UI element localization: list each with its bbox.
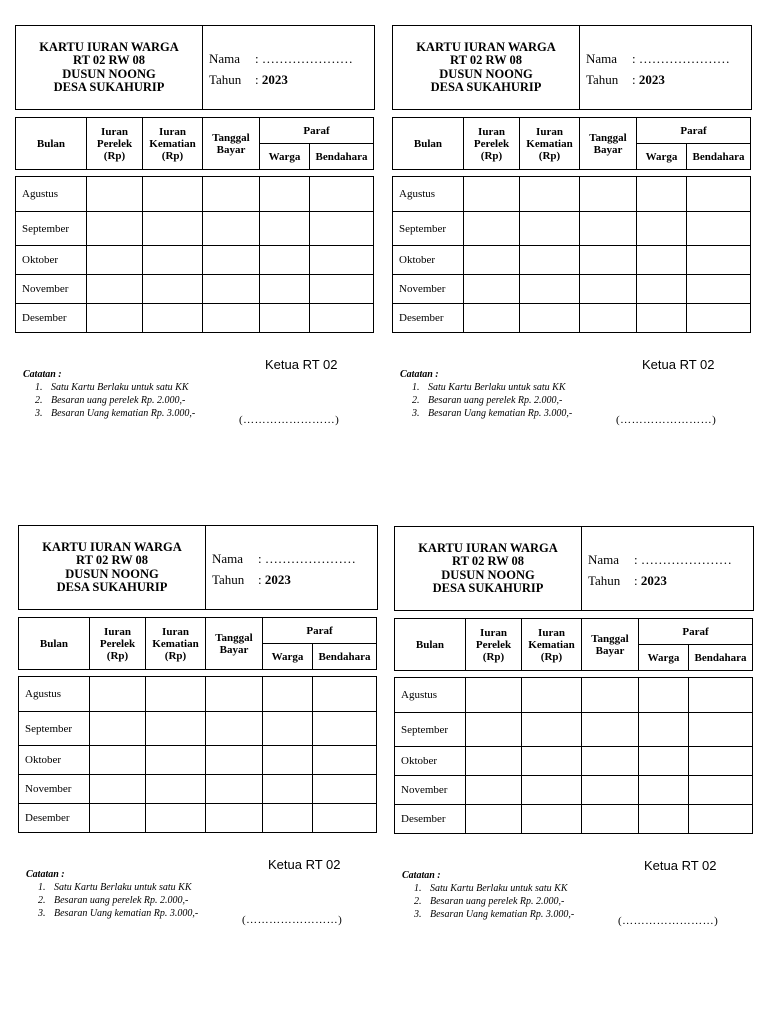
month-table [15,176,374,333]
tahun-row [586,69,730,90]
card-info [588,549,732,591]
header-iuran-kematian: Iuran Kematian (Rp) [143,118,203,170]
warga-cell [639,776,689,805]
bendahara-cell [310,212,374,246]
month-cell: Desember [19,804,90,833]
month-cell: November [16,275,87,304]
month-cell: September [16,212,87,246]
month-table [18,676,377,833]
notes-title: Catatan : [26,869,65,880]
tanggal-cell [580,246,637,275]
kematian-cell [143,246,203,275]
card-info [586,48,730,90]
kematian-cell [146,775,206,804]
card-info [212,548,356,590]
note-item: 2. Besaran uang perelek Rp. 2.000,- [45,394,195,407]
header-warga: Warga [639,645,689,671]
tanggal-cell [580,212,637,246]
card-title [16,26,203,109]
card-title [19,526,206,609]
table-row [16,246,374,275]
table-row [393,304,751,333]
note-item: 1. Satu Kartu Berlaku untuk satu KK [422,381,572,394]
month-cell: September [393,212,464,246]
tanggal-cell [203,304,260,333]
title-line: RT 02 RW 08 [450,53,522,67]
title-line: DUSUN NOONG [62,66,156,81]
perelek-cell [466,713,522,747]
kematian-cell [520,246,580,275]
tanggal-cell [203,177,260,212]
title-line: DUSUN NOONG [441,567,535,582]
kematian-cell [522,805,582,834]
month-cell: November [393,275,464,304]
nama-label: Nama [588,552,620,567]
tanggal-cell [582,678,639,713]
title-line: KARTU IURAN WARGA [416,39,556,54]
header-bendahara: Bendahara [310,144,374,170]
header-bendahara: Bendahara [687,144,751,170]
month-cell: Oktober [393,246,464,275]
perelek-cell [87,177,143,212]
kematian-cell [143,212,203,246]
bendahara-cell [687,304,751,333]
kematian-cell [522,776,582,805]
month-cell: Desember [395,805,466,834]
month-cell: Oktober [19,746,90,775]
bendahara-cell [310,275,374,304]
kematian-cell [520,177,580,212]
tahun-colon: : [255,72,259,87]
ketua-label: Ketua RT 02 [644,858,717,873]
warga-cell [639,678,689,713]
tanggal-cell [203,212,260,246]
iuran-card [15,25,375,445]
warga-cell [260,177,310,212]
bendahara-cell [689,805,753,834]
month-cell: November [19,775,90,804]
title-line: KARTU IURAN WARGA [39,39,179,54]
warga-cell [263,712,313,746]
perelek-cell [87,212,143,246]
signature-line: (……………………) [242,914,343,926]
nama-row [588,549,732,570]
kematian-cell [522,713,582,747]
table-row [395,678,753,713]
kematian-cell [146,804,206,833]
nama-value: : ………………… [255,51,353,66]
perelek-cell [466,747,522,776]
kematian-cell [520,275,580,304]
tahun-row [588,570,732,591]
warga-cell [639,805,689,834]
header-tanggal-bayar: Tanggal Bayar [582,619,639,671]
iuran-card [394,526,754,946]
perelek-cell [464,246,520,275]
table-row [16,212,374,246]
card-info [209,48,353,90]
nama-value: : ………………… [258,551,356,566]
tanggal-cell [203,275,260,304]
tahun-label: Tahun [588,573,621,588]
kematian-cell [146,746,206,775]
notes [23,368,195,420]
kematian-cell [146,712,206,746]
table-header [392,117,751,170]
note-item: 3. Besaran Uang kematian Rp. 3.000,- [48,907,198,920]
header-bulan: Bulan [395,619,466,671]
bendahara-cell [689,713,753,747]
nama-value: : ………………… [634,552,732,567]
table-header [18,617,377,670]
perelek-cell [87,304,143,333]
month-cell: Agustus [395,678,466,713]
table-header [15,117,374,170]
title-line: KARTU IURAN WARGA [418,540,558,555]
perelek-cell [464,177,520,212]
month-cell: September [19,712,90,746]
kematian-cell [522,678,582,713]
tahun-row [212,569,356,590]
header-paraf: Paraf [260,118,374,144]
card-header [15,25,375,110]
title-line: DESA SUKAHURIP [430,80,542,94]
table-row [16,177,374,212]
tanggal-cell [582,747,639,776]
title-line: DUSUN NOONG [439,66,533,81]
perelek-cell [464,275,520,304]
header-warga: Warga [260,144,310,170]
title-line: DESA SUKAHURIP [432,581,544,595]
kematian-cell [522,747,582,776]
table-row [393,246,751,275]
title-line: RT 02 RW 08 [452,554,524,568]
perelek-cell [464,304,520,333]
tahun-colon: : [634,573,638,588]
header-warga: Warga [263,644,313,670]
month-cell: Oktober [395,747,466,776]
header-iuran-perelek: Iuran Perelek (Rp) [466,619,522,671]
header-iuran-perelek: Iuran Perelek (Rp) [464,118,520,170]
table-row [19,775,377,804]
warga-cell [637,246,687,275]
table-row [395,776,753,805]
month-cell: Agustus [16,177,87,212]
month-cell: Desember [393,304,464,333]
header-iuran-perelek: Iuran Perelek (Rp) [90,618,146,670]
perelek-cell [466,678,522,713]
nama-row [209,48,353,69]
notes-list [402,882,574,921]
warga-cell [637,177,687,212]
month-cell: Oktober [16,246,87,275]
tanggal-cell [582,713,639,747]
tanggal-cell [580,275,637,304]
iuran-card [18,525,378,945]
note-item: 2. Besaran uang perelek Rp. 2.000,- [422,394,572,407]
tanggal-cell [582,776,639,805]
bendahara-cell [687,212,751,246]
tahun-value: 2023 [640,573,667,588]
header-warga: Warga [637,144,687,170]
bendahara-cell [689,747,753,776]
signature-line: (……………………) [239,414,340,426]
header-iuran-perelek: Iuran Perelek (Rp) [87,118,143,170]
notes-title: Catatan : [23,369,62,380]
month-cell: September [395,713,466,747]
table-row [19,804,377,833]
warga-cell [637,304,687,333]
table-row [393,212,751,246]
warga-cell [263,775,313,804]
month-table [394,677,753,834]
table-row [395,713,753,747]
warga-cell [639,713,689,747]
nama-value: : ………………… [632,51,730,66]
tahun-label: Tahun [209,72,242,87]
table-row [19,712,377,746]
table-row [393,177,751,212]
tahun-value: 2023 [264,572,291,587]
bendahara-cell [313,775,377,804]
nama-label: Nama [209,51,241,66]
month-cell: Agustus [393,177,464,212]
kematian-cell [146,677,206,712]
table-row [19,677,377,712]
kematian-cell [143,177,203,212]
tanggal-cell [582,805,639,834]
header-bendahara: Bendahara [313,644,377,670]
header-paraf: Paraf [263,618,377,644]
note-item: 3. Besaran Uang kematian Rp. 3.000,- [45,407,195,420]
header-bulan: Bulan [19,618,90,670]
bendahara-cell [687,275,751,304]
title-line: DESA SUKAHURIP [56,580,168,594]
nama-row [586,48,730,69]
warga-cell [260,275,310,304]
notes-title: Catatan : [400,369,439,380]
title-line: DESA SUKAHURIP [53,80,165,94]
tanggal-cell [206,775,263,804]
tanggal-cell [206,804,263,833]
warga-cell [263,746,313,775]
tanggal-cell [206,746,263,775]
month-cell: Agustus [19,677,90,712]
nama-label: Nama [586,51,618,66]
table-row [395,747,753,776]
nama-row [212,548,356,569]
note-item: 1. Satu Kartu Berlaku untuk satu KK [45,381,195,394]
tanggal-cell [203,246,260,275]
card-header [394,526,754,611]
bendahara-cell [310,177,374,212]
tanggal-cell [580,304,637,333]
signature-line: (……………………) [618,915,719,927]
tanggal-cell [206,712,263,746]
perelek-cell [90,746,146,775]
kematian-cell [143,304,203,333]
tanggal-cell [206,677,263,712]
table-row [16,304,374,333]
warga-cell [637,212,687,246]
bendahara-cell [687,246,751,275]
header-bulan: Bulan [393,118,464,170]
bendahara-cell [310,246,374,275]
warga-cell [263,804,313,833]
title-line: KARTU IURAN WARGA [42,539,182,554]
ketua-label: Ketua RT 02 [268,857,341,872]
ketua-label: Ketua RT 02 [642,357,715,372]
notes [26,868,198,920]
tanggal-cell [580,177,637,212]
tahun-label: Tahun [212,572,245,587]
note-item: 3. Besaran Uang kematian Rp. 3.000,- [422,407,572,420]
perelek-cell [90,804,146,833]
warga-cell [260,246,310,275]
bendahara-cell [313,712,377,746]
notes [402,869,574,921]
month-cell: November [395,776,466,805]
tahun-row [209,69,353,90]
bendahara-cell [313,677,377,712]
note-item: 3. Besaran Uang kematian Rp. 3.000,- [424,908,574,921]
perelek-cell [87,275,143,304]
header-iuran-kematian: Iuran Kematian (Rp) [520,118,580,170]
perelek-cell [464,212,520,246]
kematian-cell [520,304,580,333]
bendahara-cell [687,177,751,212]
signature-line: (……………………) [616,414,717,426]
title-line: RT 02 RW 08 [73,53,145,67]
bendahara-cell [313,804,377,833]
table-row [19,746,377,775]
kematian-cell [520,212,580,246]
note-item: 2. Besaran uang perelek Rp. 2.000,- [424,895,574,908]
perelek-cell [466,776,522,805]
card-title [395,527,582,610]
header-iuran-kematian: Iuran Kematian (Rp) [522,619,582,671]
nama-label: Nama [212,551,244,566]
header-tanggal-bayar: Tanggal Bayar [206,618,263,670]
warga-cell [260,304,310,333]
header-iuran-kematian: Iuran Kematian (Rp) [146,618,206,670]
iuran-card [392,25,752,445]
header-paraf: Paraf [637,118,751,144]
perelek-cell [90,775,146,804]
table-header [394,618,753,671]
warga-cell [263,677,313,712]
header-tanggal-bayar: Tanggal Bayar [203,118,260,170]
ketua-label: Ketua RT 02 [265,357,338,372]
warga-cell [637,275,687,304]
notes-list [23,381,195,420]
bendahara-cell [689,776,753,805]
notes-title: Catatan : [402,870,441,881]
note-item: 2. Besaran uang perelek Rp. 2.000,- [48,894,198,907]
perelek-cell [90,677,146,712]
tahun-label: Tahun [586,72,619,87]
header-tanggal-bayar: Tanggal Bayar [580,118,637,170]
table-row [393,275,751,304]
warga-cell [639,747,689,776]
tahun-value: 2023 [638,72,665,87]
table-row [395,805,753,834]
bendahara-cell [313,746,377,775]
month-cell: Desember [16,304,87,333]
card-header [392,25,752,110]
tahun-colon: : [258,572,262,587]
bendahara-cell [310,304,374,333]
warga-cell [260,212,310,246]
bendahara-cell [689,678,753,713]
kematian-cell [143,275,203,304]
notes-list [400,381,572,420]
table-row [16,275,374,304]
title-line: DUSUN NOONG [65,566,159,581]
notes-list [26,881,198,920]
perelek-cell [466,805,522,834]
note-item: 1. Satu Kartu Berlaku untuk satu KK [48,881,198,894]
perelek-cell [87,246,143,275]
title-line: RT 02 RW 08 [76,553,148,567]
header-bulan: Bulan [16,118,87,170]
month-table [392,176,751,333]
perelek-cell [90,712,146,746]
notes [400,368,572,420]
card-title [393,26,580,109]
tahun-colon: : [632,72,636,87]
note-item: 1. Satu Kartu Berlaku untuk satu KK [424,882,574,895]
card-header [18,525,378,610]
header-bendahara: Bendahara [689,645,753,671]
tahun-value: 2023 [261,72,288,87]
header-paraf: Paraf [639,619,753,645]
